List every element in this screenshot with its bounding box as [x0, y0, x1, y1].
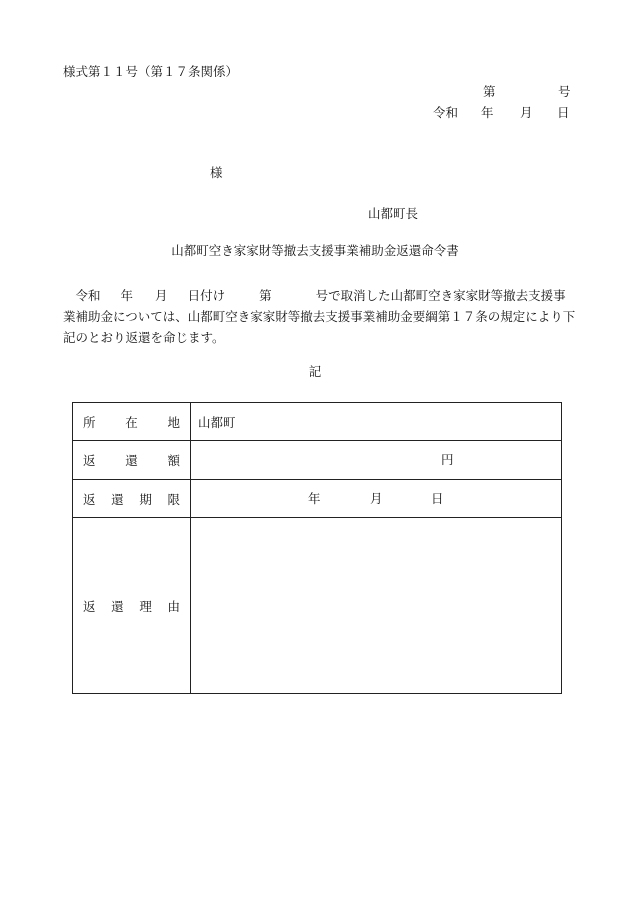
issue-number-prefix: 第 — [483, 84, 496, 99]
label-char: 返 — [83, 491, 96, 507]
label-char: 由 — [167, 598, 180, 614]
label-char: 限 — [167, 491, 180, 507]
issuer-name: 山都町長 — [368, 206, 419, 221]
body-line1-rest: 号で取消した山都町空き家家財等撤去支援事 — [315, 288, 566, 303]
issue-number-suffix: 号 — [558, 84, 571, 99]
label-char: 額 — [167, 453, 180, 468]
label-char: 在 — [125, 414, 138, 430]
row-deadline — [73, 480, 562, 518]
issue-date-day: 日 — [557, 105, 570, 120]
deadline-year: 年 — [308, 490, 321, 506]
deadline-label — [73, 480, 191, 518]
deadline-month: 月 — [370, 490, 383, 506]
label-char: 返 — [83, 453, 96, 468]
row-location — [73, 403, 562, 441]
label-char: 還 — [125, 453, 138, 468]
body-line-3: 記のとおり返還を命じます。 — [63, 330, 225, 345]
amount-unit: 円 — [441, 451, 454, 467]
document-title: 山都町空き家家財等撤去支援事業補助金返還命令書 — [171, 243, 459, 258]
recipient-honorific: 様 — [210, 165, 223, 180]
label-char: 地 — [167, 414, 180, 430]
details-table — [72, 402, 562, 694]
record-heading: 記 — [308, 364, 322, 379]
body-line-1 — [63, 285, 571, 306]
issue-date-era: 令和 — [433, 105, 459, 120]
body-date-suffix: 日付け — [187, 288, 226, 303]
body-text — [63, 285, 576, 348]
body-month: 月 — [155, 288, 168, 303]
amount-label — [73, 441, 191, 480]
issue-date-year: 年 — [481, 105, 494, 120]
reason-value-cell[interactable] — [191, 518, 562, 694]
location-label — [73, 403, 191, 441]
reason-label — [73, 518, 191, 694]
issue-date-month: 月 — [520, 105, 533, 120]
label-char: 返 — [83, 598, 96, 614]
label-char: 理 — [139, 598, 152, 614]
body-line-2: 業補助金については、山都町空き家家財等撤去支援事業補助金要綱第１７条の規定により下 — [63, 309, 576, 324]
body-era: 令和 — [75, 288, 101, 303]
body-num-prefix: 第 — [259, 288, 272, 303]
label-char: 還 — [111, 491, 124, 507]
row-amount — [73, 441, 562, 480]
body-year: 年 — [120, 288, 134, 303]
label-char: 還 — [111, 598, 124, 614]
deadline-value-cell[interactable] — [191, 480, 562, 518]
amount-value-cell[interactable] — [191, 441, 562, 480]
deadline-day: 日 — [431, 490, 444, 506]
row-reason — [73, 518, 562, 694]
form-number: 様式第１１号（第１７条関係） — [63, 64, 239, 79]
label-char: 期 — [139, 491, 152, 507]
label-char: 所 — [83, 414, 96, 430]
location-value: 山都町 — [198, 414, 236, 430]
location-value-cell[interactable] — [191, 403, 562, 441]
